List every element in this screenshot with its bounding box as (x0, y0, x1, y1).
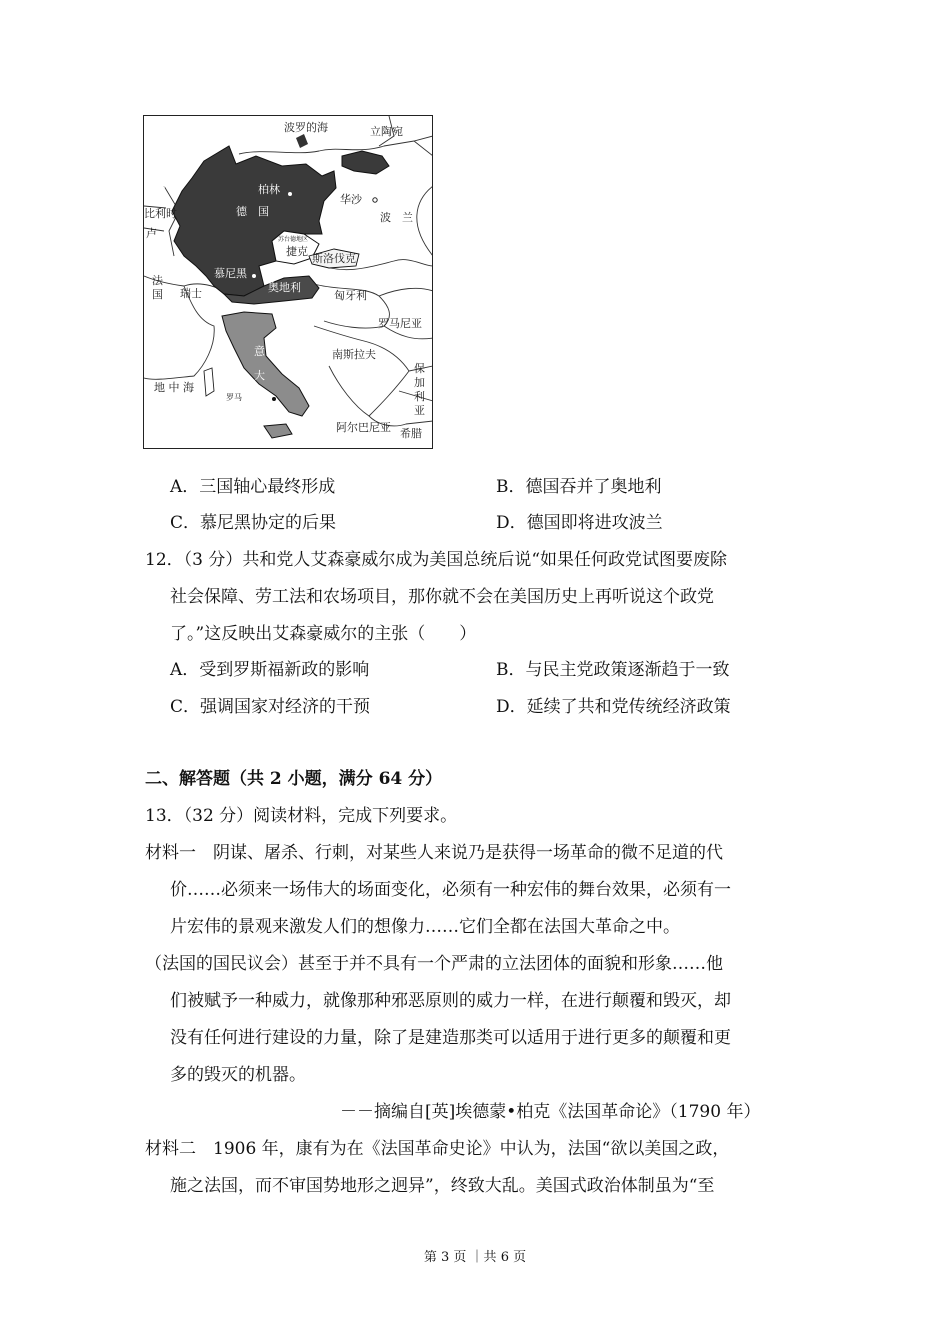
map-label-lithuania: 立陶宛 (370, 125, 403, 138)
q13-material1-line3: 片宏伟的景观来激发人们的想像力……它们全都在法国大革命之中。 (170, 917, 680, 937)
q12-stem-line3: 了。”这反映出艾森豪威尔的主张（ ） (170, 624, 477, 644)
rome-dot (272, 397, 276, 401)
border-poland-east (417, 186, 433, 256)
q13-material2-line2: 施之法国，而不审国势地形之迥异”，终致大乱。美国式政治体制虽为“至 (170, 1176, 715, 1196)
map-label-baltic: 波罗的海 (284, 121, 328, 134)
map-label-rome: 罗马 (226, 393, 242, 402)
map-label-albania: 阿尔巴尼亚 (336, 421, 391, 434)
map-label-czech: 捷克 (286, 245, 308, 258)
q13-material1-source: －－摘编自[英]埃德蒙•柏克《法国革命论》（1790 年） (340, 1102, 761, 1122)
q13-material1-line5: 们被赋予一种威力，就像那种邪恶原则的威力一样，在进行颠覆和毁灭，却 (170, 991, 731, 1011)
sardinia-shape (204, 368, 214, 396)
map-label-hungary: 匈牙利 (334, 289, 367, 302)
q12-option-c: C．强调国家对经济的干预 (170, 697, 371, 717)
q12-stem-line2: 社会保障、劳工法和农场项目，那你就不会在美国历史上再听说这个政党 (170, 587, 714, 607)
baltic-island (296, 134, 308, 148)
q11-option-d: D．德国即将进攻波兰 (496, 513, 663, 533)
q13-material1-line1: 材料一 阴谋、屠杀、行刺，对某些人来说乃是获得一场革命的微不足道的代 (145, 843, 723, 863)
q11-option-a: A．三国轴心最终形成 (170, 477, 336, 497)
map-label-belgium: 比利时 (144, 207, 177, 220)
map-label-yugoslavia: 南斯拉夫 (332, 348, 376, 361)
map-label-mediterranean: 地 中 海 (154, 381, 194, 394)
map-label-austria: 奥地利 (268, 281, 301, 294)
warsaw-dot (373, 198, 377, 202)
q12-option-b: B．与民主党政策逐渐趋于一致 (496, 660, 730, 680)
q11-option-c: C．慕尼黑协定的后果 (170, 513, 337, 533)
q13-material1-line7: 多的毁灭的机器。 (170, 1065, 306, 1085)
q13-material1-line2: 价……必须来一场伟大的场面变化，必须有一种宏伟的舞台效果，必须有一 (170, 880, 731, 900)
map-label-romania: 罗马尼亚 (378, 317, 422, 330)
munich-dot (252, 274, 256, 278)
q13-material2-line1: 材料二 1906 年，康有为在《法国革命史论》中认为，法国“欲以美国之政， (145, 1139, 730, 1159)
europe-map-figure (143, 115, 433, 449)
border-yugoslavia (314, 326, 409, 416)
sicily-shape (264, 424, 292, 438)
border-romania (379, 288, 433, 339)
q12-option-d: D．延续了共和党传统经济政策 (496, 697, 731, 717)
map-label-warsaw: 华沙 (340, 193, 362, 206)
map-label-sudeten: 苏台德地区 (278, 236, 309, 243)
berlin-dot (288, 192, 292, 196)
map-label-netherlands: 荷兰 (162, 177, 184, 190)
map-label-poland: 波 兰 (380, 211, 413, 224)
map-label-slovakia: 斯洛伐克 (312, 252, 356, 265)
section-heading: 二、解答题（共 2 小题，满分 64 分） (145, 769, 443, 789)
map-label-munich: 慕尼黑 (214, 267, 247, 280)
map-label-berlin: 柏林 (258, 183, 280, 196)
map-label-italy: 意大利 (254, 345, 265, 406)
map-label-luxembourg: 卢 (146, 227, 157, 240)
border-baltic-coast (239, 136, 433, 154)
q13-intro: 13．（32 分）阅读材料，完成下列要求。 (145, 806, 458, 826)
map-label-greece: 希腊 (400, 427, 422, 440)
q12-option-a: A．受到罗斯福新政的影响 (170, 660, 370, 680)
east-prussia-shape (342, 151, 389, 174)
map-label-swiss: 瑞士 (180, 287, 202, 300)
map-label-france: 法国 (152, 274, 163, 301)
germany-shape (172, 146, 336, 296)
q11-option-b: B．德国吞并了奥地利 (496, 477, 662, 497)
q13-material1-line4: （法国的国民议会）甚至于并不具有一个严肃的立法团体的面貌和形象……他 (145, 954, 723, 974)
q12-stem-line1: 12．（3 分）共和党人艾森豪威尔成为美国总统后说“如果任何政党试图要废除 (145, 550, 728, 570)
q13-material1-line6: 没有任何进行建设的力量，除了是建造那类可以适用于进行更多的颠覆和更 (170, 1028, 731, 1048)
map-label-germany: 德 国 (236, 205, 269, 218)
map-label-bulgaria: 保加利亚 (414, 362, 425, 417)
page-footer: 第 3 页 ｜共 6 页 (423, 1250, 527, 1265)
